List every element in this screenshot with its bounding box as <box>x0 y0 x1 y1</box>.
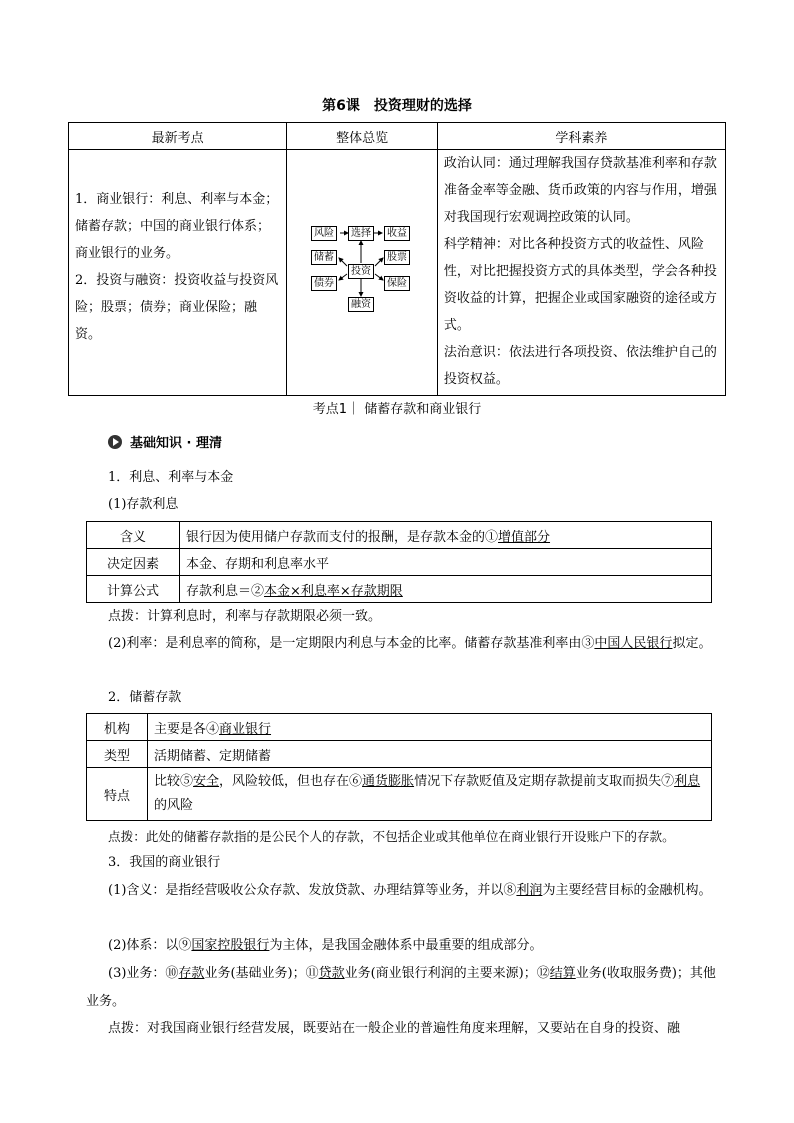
row-value: 主要是各④商业银行 <box>148 714 712 741</box>
s3-business: (3)业务：⑩存款业务(基础业务)；⑪贷款业务(商业银行利润的主要来源)；⑫结算业务(收取服务费)；其他业务。 <box>86 966 716 1009</box>
basic-knowledge-label: 基础知识 · 理清 <box>130 436 222 451</box>
s2-heading: 2．储蓄存款 <box>108 690 182 705</box>
diagram-savings: 储蓄 <box>311 250 337 265</box>
latest-point-1: 1．商业银行：利息、利率与本金；储蓄存款；中国的商业银行体系；商业银行的业务。 <box>75 192 279 261</box>
header-latest-points: 最新考点 <box>69 123 287 150</box>
row-value: 比较⑤安全，风险较低，但也存在⑥通货膨胀情况下存款贬值及定期存款提前支取而损失⑦利息的风险 <box>148 768 712 821</box>
latest-points-cell <box>69 150 287 396</box>
page-title: 第6课 投资理财的选择 <box>322 98 472 114</box>
s3-heading: 3．我国的商业银行 <box>108 855 221 870</box>
diagram-choice: 选择 <box>348 226 374 241</box>
literacy-political: 政治认同：通过理解我国存贷款基准利率和存款准备金率等金融、货币政策的内容与作用，增强对我国现行宏观调控政策的认同。 <box>443 156 717 225</box>
row-value: 银行因为使用储户存款而支付的报酬，是存款本金的①增值部分 <box>180 522 712 549</box>
literacy-law: 法治意识：依法进行各项投资、依法维护自己的投资权益。 <box>443 345 717 387</box>
header-literacy: 学科素养 <box>437 123 725 150</box>
diagram-bond: 债券 <box>311 276 337 291</box>
s3-system: (2)体系：以⑨国家控股银行为主体，是我国金融体系中最重要的组成部分。 <box>108 938 543 953</box>
row-label: 特点 <box>87 768 148 821</box>
diagram-insurance: 保险 <box>384 276 410 291</box>
diagram-risk: 风险 <box>311 226 337 241</box>
s3-definition: (1)含义：是指经营吸收公众存款、发放贷款、办理结算等业务，并以⑧利润为主要经营目标的金融机构。 <box>108 883 712 898</box>
row-label: 含义 <box>87 522 180 549</box>
diagram-stock: 股票 <box>384 250 410 265</box>
s2-note: 点拨：此处的储蓄存款指的是公民个人的存款，不包括企业或其他单位在商业银行开设账户下的存款。 <box>108 829 675 844</box>
play-circle-icon <box>108 435 122 449</box>
section-heading: 考点1｜ 储蓄存款和商业银行 <box>312 402 482 417</box>
row-value: 存款利息＝②本金×利息率×存款期限 <box>180 576 712 603</box>
s1-heading: 1．利息、利率与本金 <box>108 470 234 485</box>
overview-diagram <box>307 214 417 314</box>
latest-point-2: 2．投资与融资：投资收益与投资风险；股票；债券；商业保险；融资。 <box>75 273 279 342</box>
row-label: 决定因素 <box>87 549 180 576</box>
diagram-finance: 融资 <box>348 297 374 312</box>
literacy-science: 科学精神：对比各种投资方式的收益性、风险性，对比把握投资方式的具体类型，学会各种投资收益的计算，把握企业或国家融资的途径或方式。 <box>443 237 717 333</box>
header-overview: 整体总览 <box>287 123 438 150</box>
s1-note: 点拨：计算利息时，利率与存款期限必须一致。 <box>108 609 382 624</box>
s3-note: 点拨：对我国商业银行经营发展，既要站在一般企业的普遍性角度来理解，又要站在自身的投资、融 <box>108 1021 681 1036</box>
s1-interest-rate: (2)利率：是利息率的简称，是一定期限内利息与本金的比率。储蓄存款基准利率由③中国人民银行拟定。 <box>108 636 712 651</box>
basic-knowledge-heading <box>108 432 222 451</box>
deposit-interest-table <box>86 521 712 603</box>
diagram-invest: 投资 <box>348 264 374 279</box>
row-label: 机构 <box>87 714 148 741</box>
row-label: 计算公式 <box>87 576 180 603</box>
row-value: 活期储蓄、定期储蓄 <box>148 741 712 768</box>
diagram-gain: 收益 <box>384 226 410 241</box>
savings-table <box>86 713 712 821</box>
row-label: 类型 <box>87 741 148 768</box>
row-value: 本金、存期和利息率水平 <box>180 549 712 576</box>
s1-sub1: (1)存款利息 <box>108 497 179 512</box>
literacy-cell <box>437 150 725 396</box>
